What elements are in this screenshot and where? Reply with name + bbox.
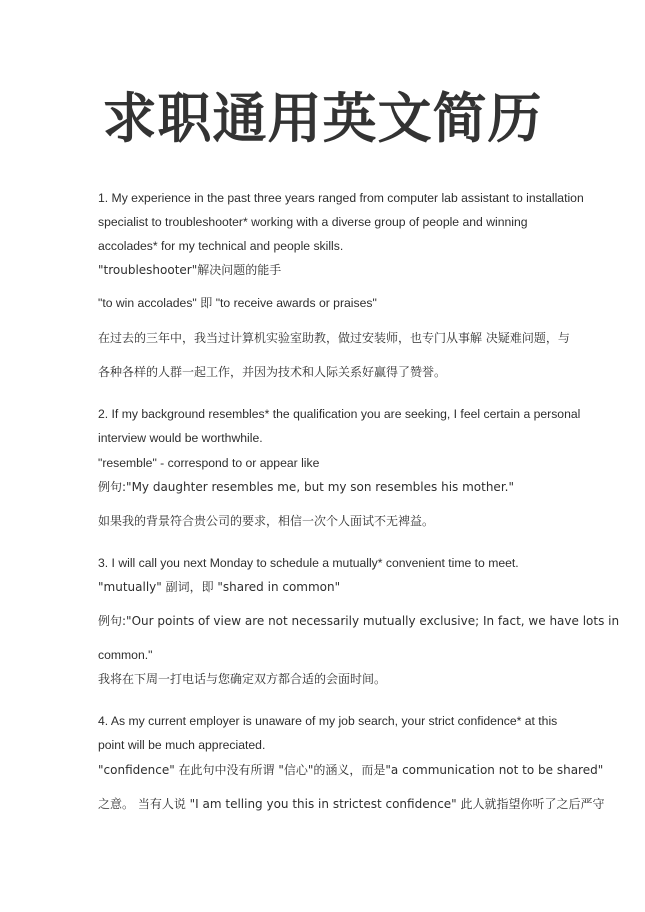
section-3-line-1: 3. I will call you next Monday to schedule a mutually* convenient time to meet. (98, 556, 519, 570)
section-3-line-4: common." (98, 648, 153, 662)
section-3-line-5: 我将在下周一打电话与您确定双方都合适的会面时间。 (98, 672, 387, 686)
section-2-line-2: interview would be worthwhile. (98, 431, 263, 445)
section-4-line-3: "confidence" 在此句中没有所谓 "信心"的涵义，而是"a communication not to be shared" (98, 763, 604, 777)
section-1-line-4: "troubleshooter"解决问题的能手 (98, 263, 282, 277)
section-2-line-5: 如果我的背景符合贵公司的要求，相信一次个人面试不无裨益。 (98, 514, 435, 528)
section-1-line-1: 1. My experience in the past three years ranged from computer lab assistant to installation (98, 191, 584, 205)
section-2-line-3: "resemble" - correspond to or appear like (98, 456, 320, 470)
section-1-line-2: specialist to troubleshooter* working with a diverse group of people and winning (98, 215, 528, 229)
section-3-line-2: "mutually" 副词，即 "shared in common" (98, 580, 341, 594)
section-1-line-6: 在过去的三年中，我当过计算机实验室助教，做过安装师，也专门从事解 决疑难问题，与 (98, 331, 570, 345)
section-2-line-1: 2. If my background resembles* the qualification you are seeking, I feel certain a personal (98, 407, 581, 421)
section-4-line-4: 之意。 当有人说 "I am telling you this in strictest confidence" 此人就指望你听了之后严守 (98, 797, 605, 811)
section-4-line-1: 4. As my current employer is unaware of my job search, your strict confidence* at this (98, 714, 558, 728)
section-1-line-7: 各种各样的人群一起工作，并因为技术和人际关系好赢得了赞誉。 (98, 365, 447, 379)
section-3-line-3: 例句:"Our points of view are not necessarily mutually exclusive; In fact, we have lots in (98, 614, 620, 628)
document-title: 求职通用英文简历 (102, 87, 543, 150)
section-1-line-3: accolades* for my technical and people skills. (98, 239, 344, 253)
section-4-line-2: point will be much appreciated. (98, 738, 266, 752)
section-2-line-4: 例句:"My daughter resembles me, but my son resembles his mother." (98, 480, 514, 494)
section-1-line-5: "to win accolades" 即 "to receive awards or praises" (98, 296, 377, 310)
